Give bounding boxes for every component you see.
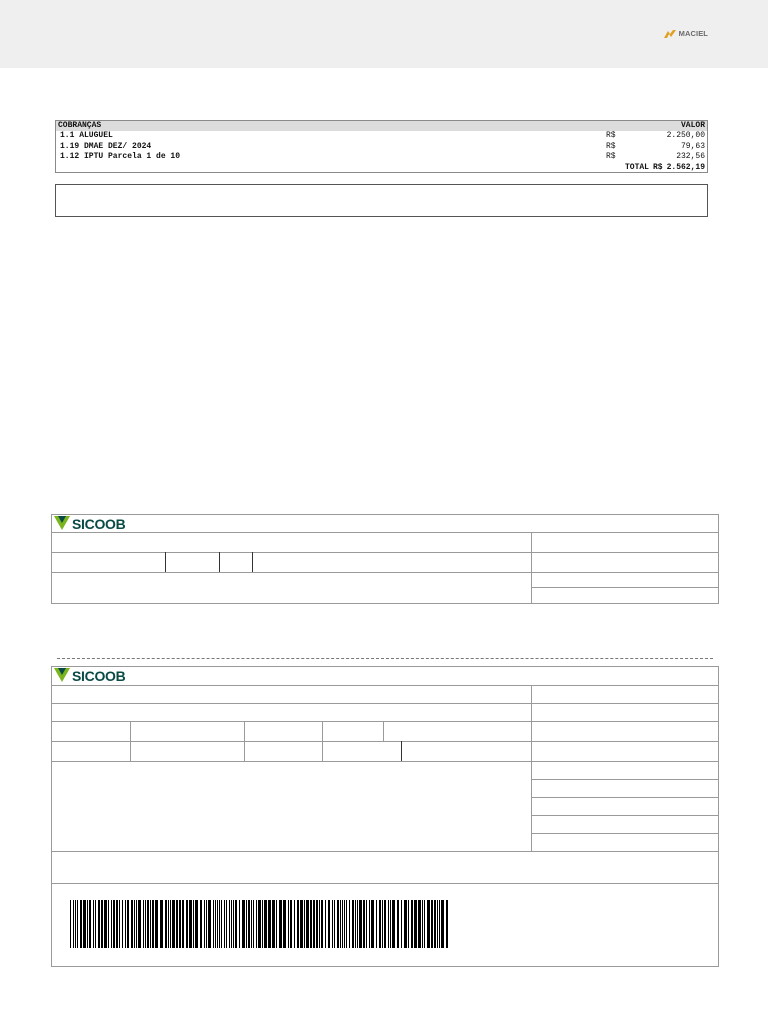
barcode-icon: [70, 900, 450, 948]
charge-description: 1.1 ALUGUEL: [60, 131, 113, 140]
receipt-column-divider: [531, 532, 532, 604]
sicoob-triangle-icon: [54, 668, 70, 683]
slip-column-divider: [322, 721, 323, 761]
slip-divider: [51, 721, 719, 722]
logo-text: MACIEL: [678, 29, 708, 38]
charge-row: [56, 152, 707, 163]
receipt-divider: [51, 572, 719, 573]
notes-box: [55, 184, 708, 217]
slip-divider: [51, 883, 719, 884]
receipt-column-divider: [219, 552, 220, 572]
total-currency: R$: [652, 162, 663, 172]
charge-description: 1.12 IPTU Parcela 1 de 10: [60, 152, 181, 161]
charge-amount: 79,63: [680, 141, 705, 151]
slip-column-divider: [244, 721, 245, 761]
total-label: TOTAL: [624, 162, 649, 172]
slip-bank-logo: [54, 668, 125, 683]
slip-divider: [51, 761, 719, 762]
charge-row: [56, 142, 707, 153]
charge-amount: 2.250,00: [666, 131, 705, 140]
company-logo: [664, 29, 708, 38]
slip-bank-name: SICOOB: [72, 667, 126, 684]
charge-currency: R$: [606, 131, 616, 140]
receipt-bank-logo: [54, 516, 125, 531]
header-band: [0, 0, 768, 68]
value-header-label: VALOR: [680, 121, 705, 130]
charge-currency: R$: [606, 141, 616, 151]
receipt-divider: [531, 587, 719, 588]
maciel-logo-icon: [664, 30, 676, 38]
total-row: [56, 163, 707, 173]
slip-divider: [531, 779, 719, 780]
slip-divider: [51, 703, 719, 704]
slip-divider: [531, 797, 719, 798]
receipt-divider: [51, 532, 719, 533]
cut-line: [57, 658, 713, 659]
receipt-divider: [51, 552, 719, 553]
charge-row: [56, 131, 707, 142]
slip-divider: [51, 741, 719, 742]
charges-header: [56, 121, 707, 131]
receipt-bank-name: SICOOB: [72, 515, 126, 532]
slip-column-divider: [130, 721, 131, 761]
total-amount: 2.562,19: [666, 162, 705, 172]
slip-divider: [51, 851, 719, 852]
slip-column-divider: [401, 741, 402, 761]
charges-header-label: COBRANÇAS: [58, 121, 102, 130]
slip-column-divider: [383, 721, 384, 741]
charge-description: 1.19 DMAE DEZ/ 2024: [60, 141, 152, 151]
slip-column-divider: [531, 685, 532, 851]
receipt-section: [51, 514, 719, 604]
slip-divider: [531, 833, 719, 834]
receipt-column-divider: [165, 552, 166, 572]
charges-table: [55, 120, 708, 173]
charge-amount: 232,56: [676, 152, 705, 161]
receipt-column-divider: [252, 552, 253, 572]
charge-currency: R$: [606, 152, 616, 161]
sicoob-triangle-icon: [54, 516, 70, 531]
slip-divider: [51, 685, 719, 686]
slip-divider: [531, 815, 719, 816]
